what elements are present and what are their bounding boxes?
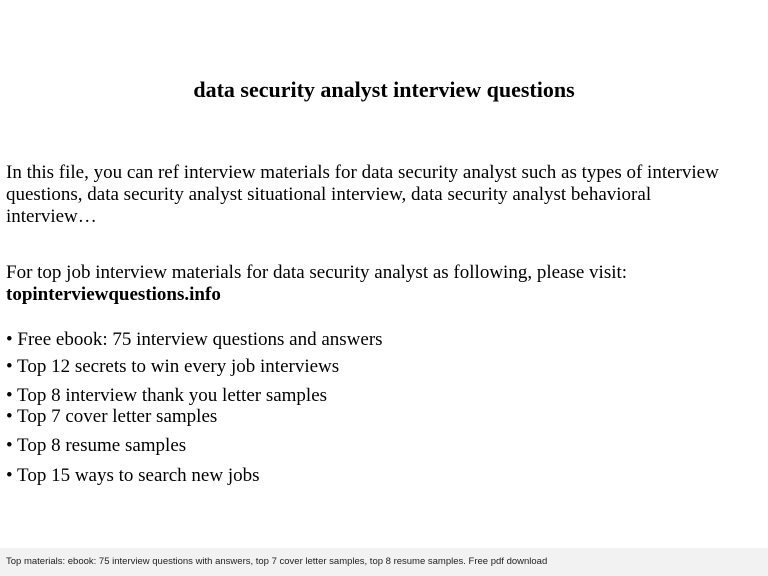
site-link[interactable]: topinterviewquestions.info	[6, 284, 221, 305]
slide-title: data security analyst interview questions	[193, 77, 575, 102]
footer-bar	[0, 548, 768, 576]
visit-paragraph	[6, 262, 746, 306]
intro-paragraph: In this file, you can ref interview materials for data security analyst such as types of interview questions, data security analyst situational interview, data security analyst behavioral interview…	[6, 162, 719, 227]
bullet-item-secrets: • Top 12 secrets to win every job interviews	[6, 356, 340, 377]
bullet-item-free-ebook: • Free ebook: 75 interview questions and answers	[6, 329, 383, 350]
visit-text: For top job interview materials for data security analyst as following, please visit:	[6, 262, 628, 283]
bullet-item-search-jobs: • Top 15 ways to search new jobs	[6, 465, 260, 486]
footer-text: Top materials: ebook: 75 interview questions with answers, top 7 cover letter samples, top 8 resume samples. Free pdf download	[6, 556, 548, 567]
bullet-item-thank-you: • Top 8 interview thank you letter samples	[6, 385, 328, 406]
bullet-item-cover-letter: • Top 7 cover letter samples	[6, 406, 218, 427]
bullet-item-resume: • Top 8 resume samples	[6, 435, 187, 456]
